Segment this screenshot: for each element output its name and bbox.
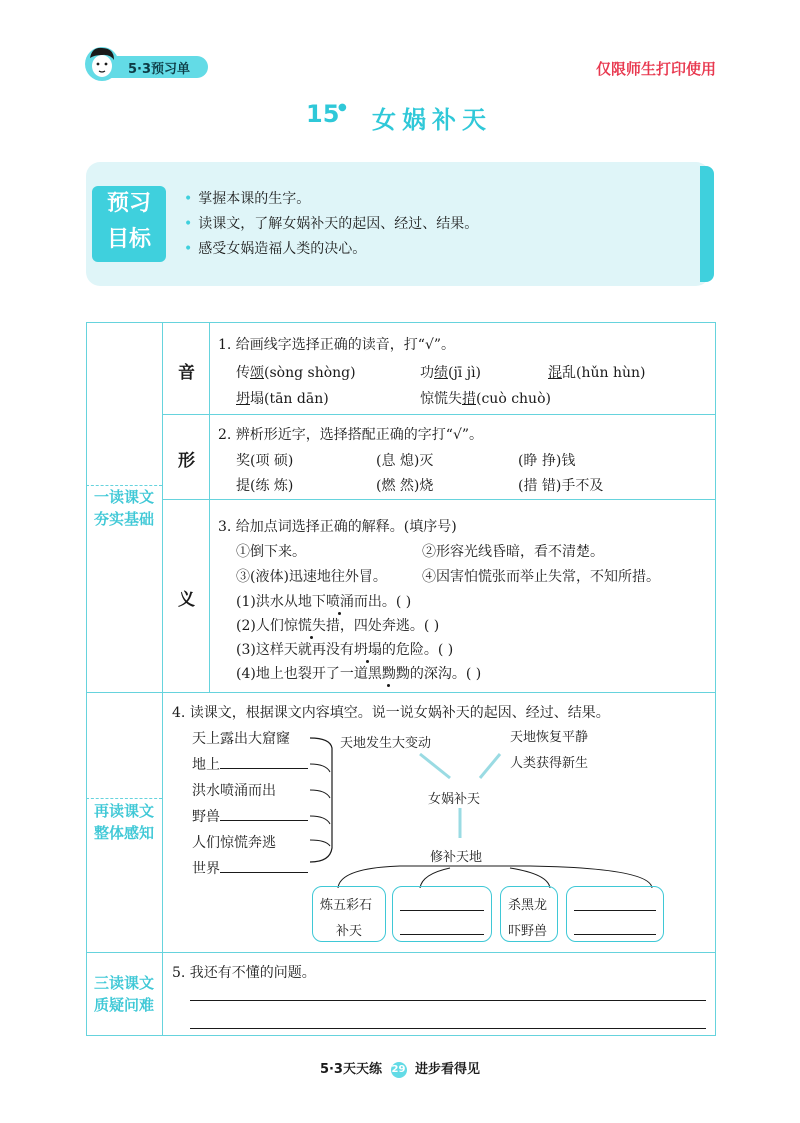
answer-line xyxy=(400,910,484,911)
question-3-prompt: 3. 给加点词选择正确的解释。(填序号) xyxy=(218,519,457,535)
lesson-marker-icon: ● xyxy=(338,102,347,113)
cause-item[interactable]: 世界 xyxy=(192,858,308,878)
result-item: 人类获得新生 xyxy=(510,756,589,771)
center-event: 女娲补天 xyxy=(428,792,481,807)
bullet-icon: • xyxy=(184,191,193,207)
cause-item: 天上露出大窟窿 xyxy=(192,731,290,747)
char-choice-item[interactable]: (措 错)手不及 xyxy=(518,478,604,494)
process-box-line: 补天 xyxy=(336,924,363,939)
meaning-sentence[interactable]: (3)这样天就再没有坍塌的危险。( ) xyxy=(236,642,454,658)
answer-line xyxy=(574,910,656,911)
table-divider xyxy=(209,322,210,692)
pinyin-item[interactable]: 功绩(jī jì) xyxy=(420,365,482,381)
pinyin-item[interactable]: 混乱(hǔn hùn) xyxy=(548,365,646,381)
bullet-icon: • xyxy=(184,216,193,232)
process-box-line: 杀黑龙 xyxy=(508,898,548,913)
meaning-option: ③(液体)迅速地往外冒。 xyxy=(236,569,387,585)
result-item: 天地恢复平静 xyxy=(510,730,589,745)
page-footer xyxy=(0,1058,800,1078)
table-divider xyxy=(86,692,716,693)
char-choice-item[interactable]: 提(练 炼) xyxy=(236,478,294,494)
meaning-sentence[interactable]: (2)人们惊慌失措，四处奔逃。( ) xyxy=(236,618,440,634)
char-choice-item[interactable]: (息 熄)灭 xyxy=(376,453,434,469)
page-number: 29 xyxy=(391,1062,407,1078)
process-box-line: 吓野兽 xyxy=(508,924,548,939)
meaning-option: ④因害怕慌张而举止失常，不知所措。 xyxy=(422,569,660,585)
category-sound: 音 xyxy=(178,363,195,383)
table-divider xyxy=(86,952,716,953)
answer-line xyxy=(400,934,484,935)
pinyin-item[interactable]: 坍塌(tān dān) xyxy=(236,391,329,407)
table-divider xyxy=(162,322,163,1036)
question-2-prompt: 2. 辨析形近字，选择搭配正确的字打“√”。 xyxy=(218,427,484,443)
goals-side-tab xyxy=(700,166,714,282)
section-third-reading: 三读课文 质疑问难 xyxy=(93,974,154,1014)
print-restriction-note: 仅限师生打印使用 xyxy=(595,60,716,78)
meaning-option: ①倒下来。 xyxy=(236,544,306,560)
series-label: 5·3预习单 xyxy=(128,62,191,77)
section-second-reading: 再读课文 整体感知 xyxy=(93,802,154,842)
answer-line xyxy=(574,934,656,935)
cause-item[interactable]: 野兽 xyxy=(192,806,308,826)
pinyin-item[interactable]: 传颂(sòng shòng) xyxy=(236,365,356,381)
meaning-sentence[interactable]: (1)洪水从地下喷涌而出。( ) xyxy=(236,594,412,610)
student-avatar-icon xyxy=(84,44,120,84)
table-divider xyxy=(162,414,716,415)
cause-item: 人们惊慌奔逃 xyxy=(192,835,276,851)
footer-right: 进步看得见 xyxy=(415,1062,481,1077)
section-divider xyxy=(86,485,162,486)
story-flow-connectors xyxy=(300,728,680,888)
meaning-option: ②形容光线昏暗，看不清楚。 xyxy=(422,544,604,560)
question-5-prompt: 5. 我还有不懂的问题。 xyxy=(172,965,316,981)
cause-summary: 天地发生大变动 xyxy=(340,736,432,751)
meaning-sentence[interactable]: (4)地上也裂开了一道黑黝黝的深沟。( ) xyxy=(236,666,482,682)
lesson-title: 女娲补天 xyxy=(372,106,492,134)
section-divider xyxy=(86,798,162,799)
bullet-icon: • xyxy=(184,241,193,257)
category-meaning: 义 xyxy=(178,590,195,610)
goals-badge-line2: 目标 xyxy=(106,227,151,252)
section-first-reading: 一读课文 夯实基础 xyxy=(93,488,154,528)
goals-badge xyxy=(92,186,166,262)
lesson-number: 15 xyxy=(306,100,340,128)
category-shape: 形 xyxy=(178,451,195,471)
cause-item[interactable]: 地上 xyxy=(192,754,308,774)
answer-line[interactable] xyxy=(190,1000,706,1001)
cause-item: 洪水喷涌而出 xyxy=(192,783,276,799)
goal-item: • 读课文，了解女娲补天的起因、经过、结果。 xyxy=(184,216,479,232)
process-label: 修补天地 xyxy=(430,850,483,865)
char-choice-item[interactable]: (燃 然)烧 xyxy=(376,478,434,494)
answer-line[interactable] xyxy=(190,1028,706,1029)
table-divider xyxy=(162,499,716,500)
char-choice-item[interactable]: (睁 挣)钱 xyxy=(518,453,576,469)
process-box-line: 炼五彩石 xyxy=(320,898,373,913)
question-4-prompt: 4. 读课文，根据课文内容填空。说一说女娲补天的起因、经过、结果。 xyxy=(172,705,610,721)
goal-item: • 掌握本课的生字。 xyxy=(184,191,311,207)
footer-left: 5·3天天练 xyxy=(319,1062,382,1077)
goal-item: • 感受女娲造福人类的决心。 xyxy=(184,241,367,257)
char-choice-item[interactable]: 奖(项 硕) xyxy=(236,453,294,469)
pinyin-item[interactable]: 惊慌失措(cuò chuò) xyxy=(420,391,551,407)
goals-badge-line1: 预习 xyxy=(106,191,151,216)
question-1-prompt: 1. 给画线字选择正确的读音，打“√”。 xyxy=(218,337,456,353)
